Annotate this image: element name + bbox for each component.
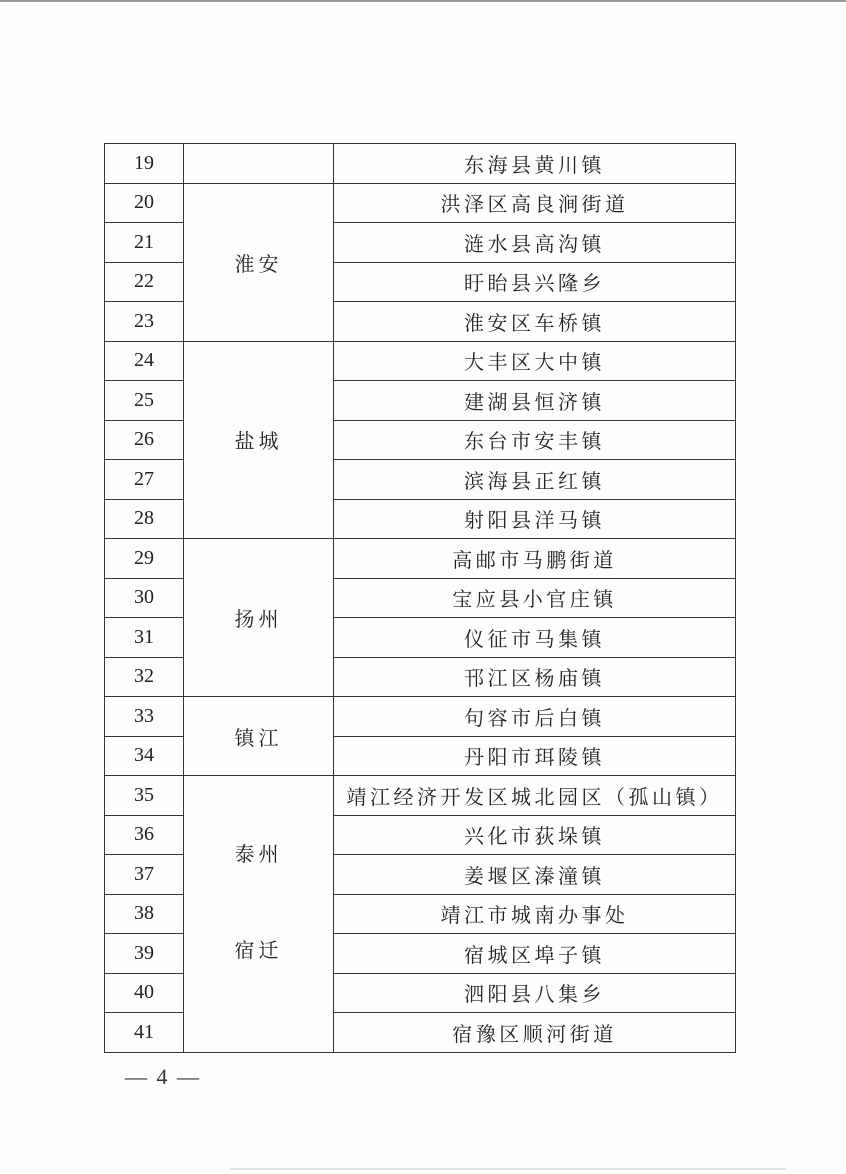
row-number: 32 (105, 657, 184, 697)
row-number: 23 (105, 302, 184, 342)
town-name: 泗阳县八集乡 (334, 973, 736, 1013)
table-row (105, 697, 736, 737)
town-name: 丹阳市珥陵镇 (334, 736, 736, 776)
town-name: 高邮市马鹏街道 (334, 539, 736, 579)
row-number: 24 (105, 341, 184, 381)
town-name: 洪泽区高良涧街道 (334, 183, 736, 223)
row-number: 40 (105, 973, 184, 1013)
town-name: 淮安区车桥镇 (334, 302, 736, 342)
table-row (105, 341, 736, 381)
row-number: 28 (105, 499, 184, 539)
row-number: 36 (105, 815, 184, 855)
page-number: — 4 — (125, 1064, 201, 1089)
row-number: 29 (105, 539, 184, 579)
table-row (105, 144, 736, 184)
town-name: 建湖县恒济镇 (334, 381, 736, 421)
town-name: 仪征市马集镇 (334, 618, 736, 658)
row-number: 21 (105, 223, 184, 263)
row-number: 31 (105, 618, 184, 658)
town-name: 射阳县洋马镇 (334, 499, 736, 539)
city-taizhou-suqian-cell (184, 776, 334, 1053)
row-number: 39 (105, 934, 184, 974)
town-list-table (104, 143, 736, 1053)
town-name: 邗江区杨庙镇 (334, 657, 736, 697)
town-name: 盱眙县兴隆乡 (334, 262, 736, 302)
row-number: 37 (105, 855, 184, 895)
city-taizhou: 泰州 (234, 842, 283, 866)
row-number: 26 (105, 420, 184, 460)
town-name: 句容市后白镇 (334, 697, 736, 737)
scan-bottom-edge (230, 1168, 786, 1170)
city-yangzhou: 扬州 (184, 539, 334, 697)
town-name: 大丰区大中镇 (334, 341, 736, 381)
row-number: 38 (105, 894, 184, 934)
row-number: 19 (105, 144, 184, 184)
row-number: 30 (105, 578, 184, 618)
town-name: 东台市安丰镇 (334, 420, 736, 460)
row-number: 35 (105, 776, 184, 816)
town-name: 涟水县高沟镇 (334, 223, 736, 263)
town-name: 滨海县正红镇 (334, 460, 736, 500)
town-name: 宝应县小官庄镇 (334, 578, 736, 618)
row-number: 27 (105, 460, 184, 500)
table-row (105, 776, 736, 816)
row-number: 20 (105, 183, 184, 223)
town-name: 宿城区埠子镇 (334, 934, 736, 974)
city-yancheng: 盐城 (184, 341, 334, 539)
table-row (105, 539, 736, 579)
row-number: 34 (105, 736, 184, 776)
city-cell-empty (184, 144, 334, 184)
row-number: 33 (105, 697, 184, 737)
town-name: 姜堰区溱潼镇 (334, 855, 736, 895)
scan-top-edge (0, 0, 846, 2)
row-number: 25 (105, 381, 184, 421)
town-name: 靖江市城南办事处 (334, 894, 736, 934)
row-number: 41 (105, 1013, 184, 1053)
table-row (105, 183, 736, 223)
row-number: 22 (105, 262, 184, 302)
city-zhenjiang: 镇江 (184, 697, 334, 776)
town-name: 兴化市荻垛镇 (334, 815, 736, 855)
city-huaian: 淮安 (184, 183, 334, 341)
town-name: 东海县黄川镇 (334, 144, 736, 184)
city-suqian: 宿迁 (234, 938, 283, 962)
town-name: 宿豫区顺河街道 (334, 1013, 736, 1053)
town-name: 靖江经济开发区城北园区（孤山镇） (334, 776, 736, 816)
